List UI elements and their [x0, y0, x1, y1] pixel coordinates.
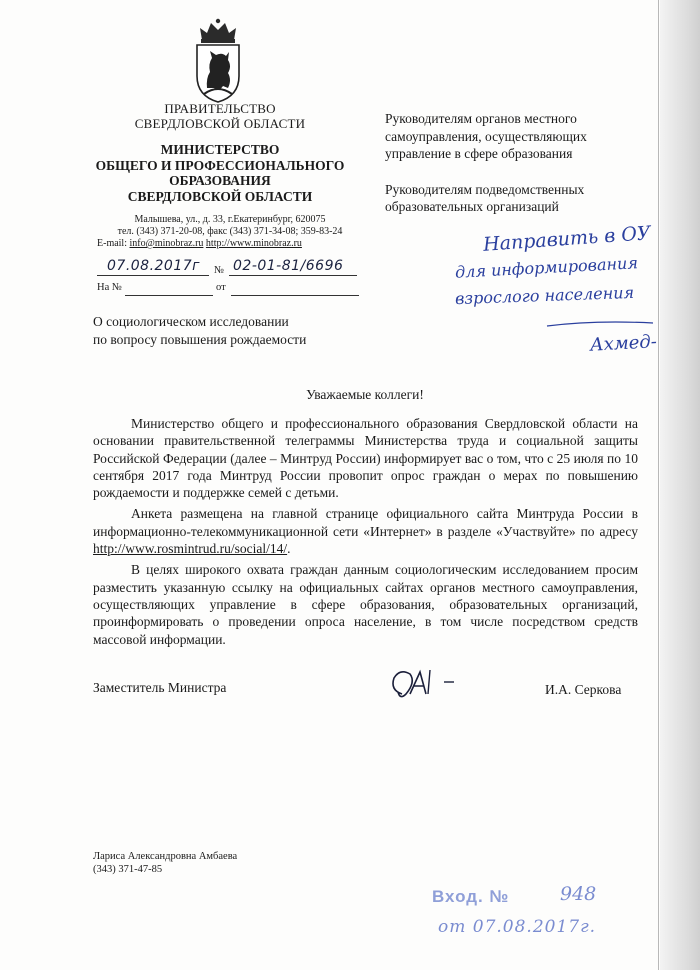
signer-name: И.А. Серкова: [545, 682, 622, 697]
ministry-line-2: ОБЩЕГО И ПРОФЕССИОНАЛЬНОГО: [95, 157, 345, 173]
paragraph-2-text: Анкета размещена на главной странице официального сайта Минтруда России в информационно-телекоммуникационной сети «Интернет» в разделе «Участвуйте» по адресу: [93, 506, 638, 539]
recipients-block: [385, 110, 645, 234]
subject-line-2: по вопросу повышения рождаемости: [93, 332, 307, 347]
letter-body: [93, 415, 638, 652]
ministry-line-4: СВЕРДЛОВСКОЙ ОБЛАСТИ: [127, 188, 313, 204]
government-name: [120, 101, 320, 131]
recipient-1: Руководителям органов местного самоуправления, осуществляющих управление в сфере образования: [385, 111, 587, 161]
from-label: от: [216, 282, 226, 293]
resolution-line-3: взрослого населения: [454, 282, 635, 309]
stamp-title: Вход. №: [432, 887, 510, 906]
executor-name: Лариса Александровна Амбаева: [93, 851, 238, 862]
greeting: Уважаемые коллеги!: [306, 387, 424, 402]
coat-of-arms-icon: [192, 18, 244, 104]
in-reply-label: На №: [97, 282, 122, 293]
phone-line: тел. (343) 371-20-08, факс (343) 371-34-08; 359-83-24: [117, 226, 343, 237]
address-line: Малышева, ул., д. 33, г.Екатеринбург, 620075: [134, 214, 326, 225]
paragraph-2-end: .: [287, 541, 291, 557]
handwritten-resolution: [445, 222, 660, 368]
reference-block: [95, 258, 365, 298]
executor-block: [93, 850, 237, 876]
page-edge-shadow: [660, 0, 700, 970]
resolution-signature: Ахмед-: [589, 331, 658, 356]
website-link[interactable]: http://www.minobraz.ru: [205, 238, 302, 249]
email-link[interactable]: info@minobraz.ru: [129, 238, 204, 249]
resolution-line-2: для информирования: [454, 253, 639, 282]
signer-title: Заместитель Министра: [93, 680, 227, 695]
ministry-line-3: ОБРАЗОВАНИЯ: [169, 173, 271, 188]
ministry-contacts: [95, 214, 365, 250]
government-line-1: ПРАВИТЕЛЬСТВО: [164, 101, 276, 116]
date-underline: [97, 275, 209, 276]
number-label: №: [214, 265, 225, 276]
from-underline: [231, 295, 359, 296]
ministry-line-1: МИНИСТЕРСТВО: [160, 142, 280, 157]
email-prefix: E-mail:: [97, 238, 130, 249]
letter-subject: [93, 313, 353, 349]
executor-phone: (343) 371-47-85: [93, 864, 163, 875]
incoming-registration-stamp: [430, 883, 625, 953]
survey-link[interactable]: http://www.rosmintrud.ru/social/14/: [93, 541, 288, 557]
ministry-name: [92, 142, 348, 204]
body-paragraph-2: [93, 505, 638, 557]
stamp-number: 948: [560, 883, 597, 905]
handwritten-number: 02-01-81/6696: [233, 258, 344, 274]
body-paragraph-3: В целях широкого охвата граждан данным социологическим исследованием просим разместить указанную ссылку на официальных сайтах органов местного самоуправления, осуществляющих управление в сфере образования, образовательных организаций, проинформировать о проведении опроса население, в том числе посредством средств массовой информации.: [93, 562, 638, 647]
page-edge-shadow-line: [658, 0, 659, 970]
resolution-underline: [545, 318, 655, 330]
handwritten-date: 07.08.2017г: [107, 258, 201, 274]
recipient-2: Руководителям подведомственных образовательных организаций: [385, 181, 585, 214]
stamp-date: от 07.08.2017г.: [438, 917, 597, 937]
subject-line-1: О социологическом исследовании: [93, 314, 289, 329]
resolution-line-1: Направить в ОУ: [482, 222, 652, 256]
in-reply-underline: [125, 295, 213, 296]
number-underline: [229, 275, 357, 276]
email-line: [95, 238, 365, 250]
handwritten-signature: [388, 664, 458, 706]
government-line-2: СВЕРДЛОВСКОЙ ОБЛАСТИ: [134, 116, 306, 131]
body-paragraph-1: Министерство общего и профессионального образования Свердловской области на основании правительственной телеграммы Министерства труда и социальной защиты Российской Федерации (далее – Минтруд России) информирует вас о том, что с 25 июля по 10 сентября 2017 года Минтруд России провопит опрос граждан о мерах по повышению рождаемости и поддержке семей с детьми.: [93, 416, 638, 501]
